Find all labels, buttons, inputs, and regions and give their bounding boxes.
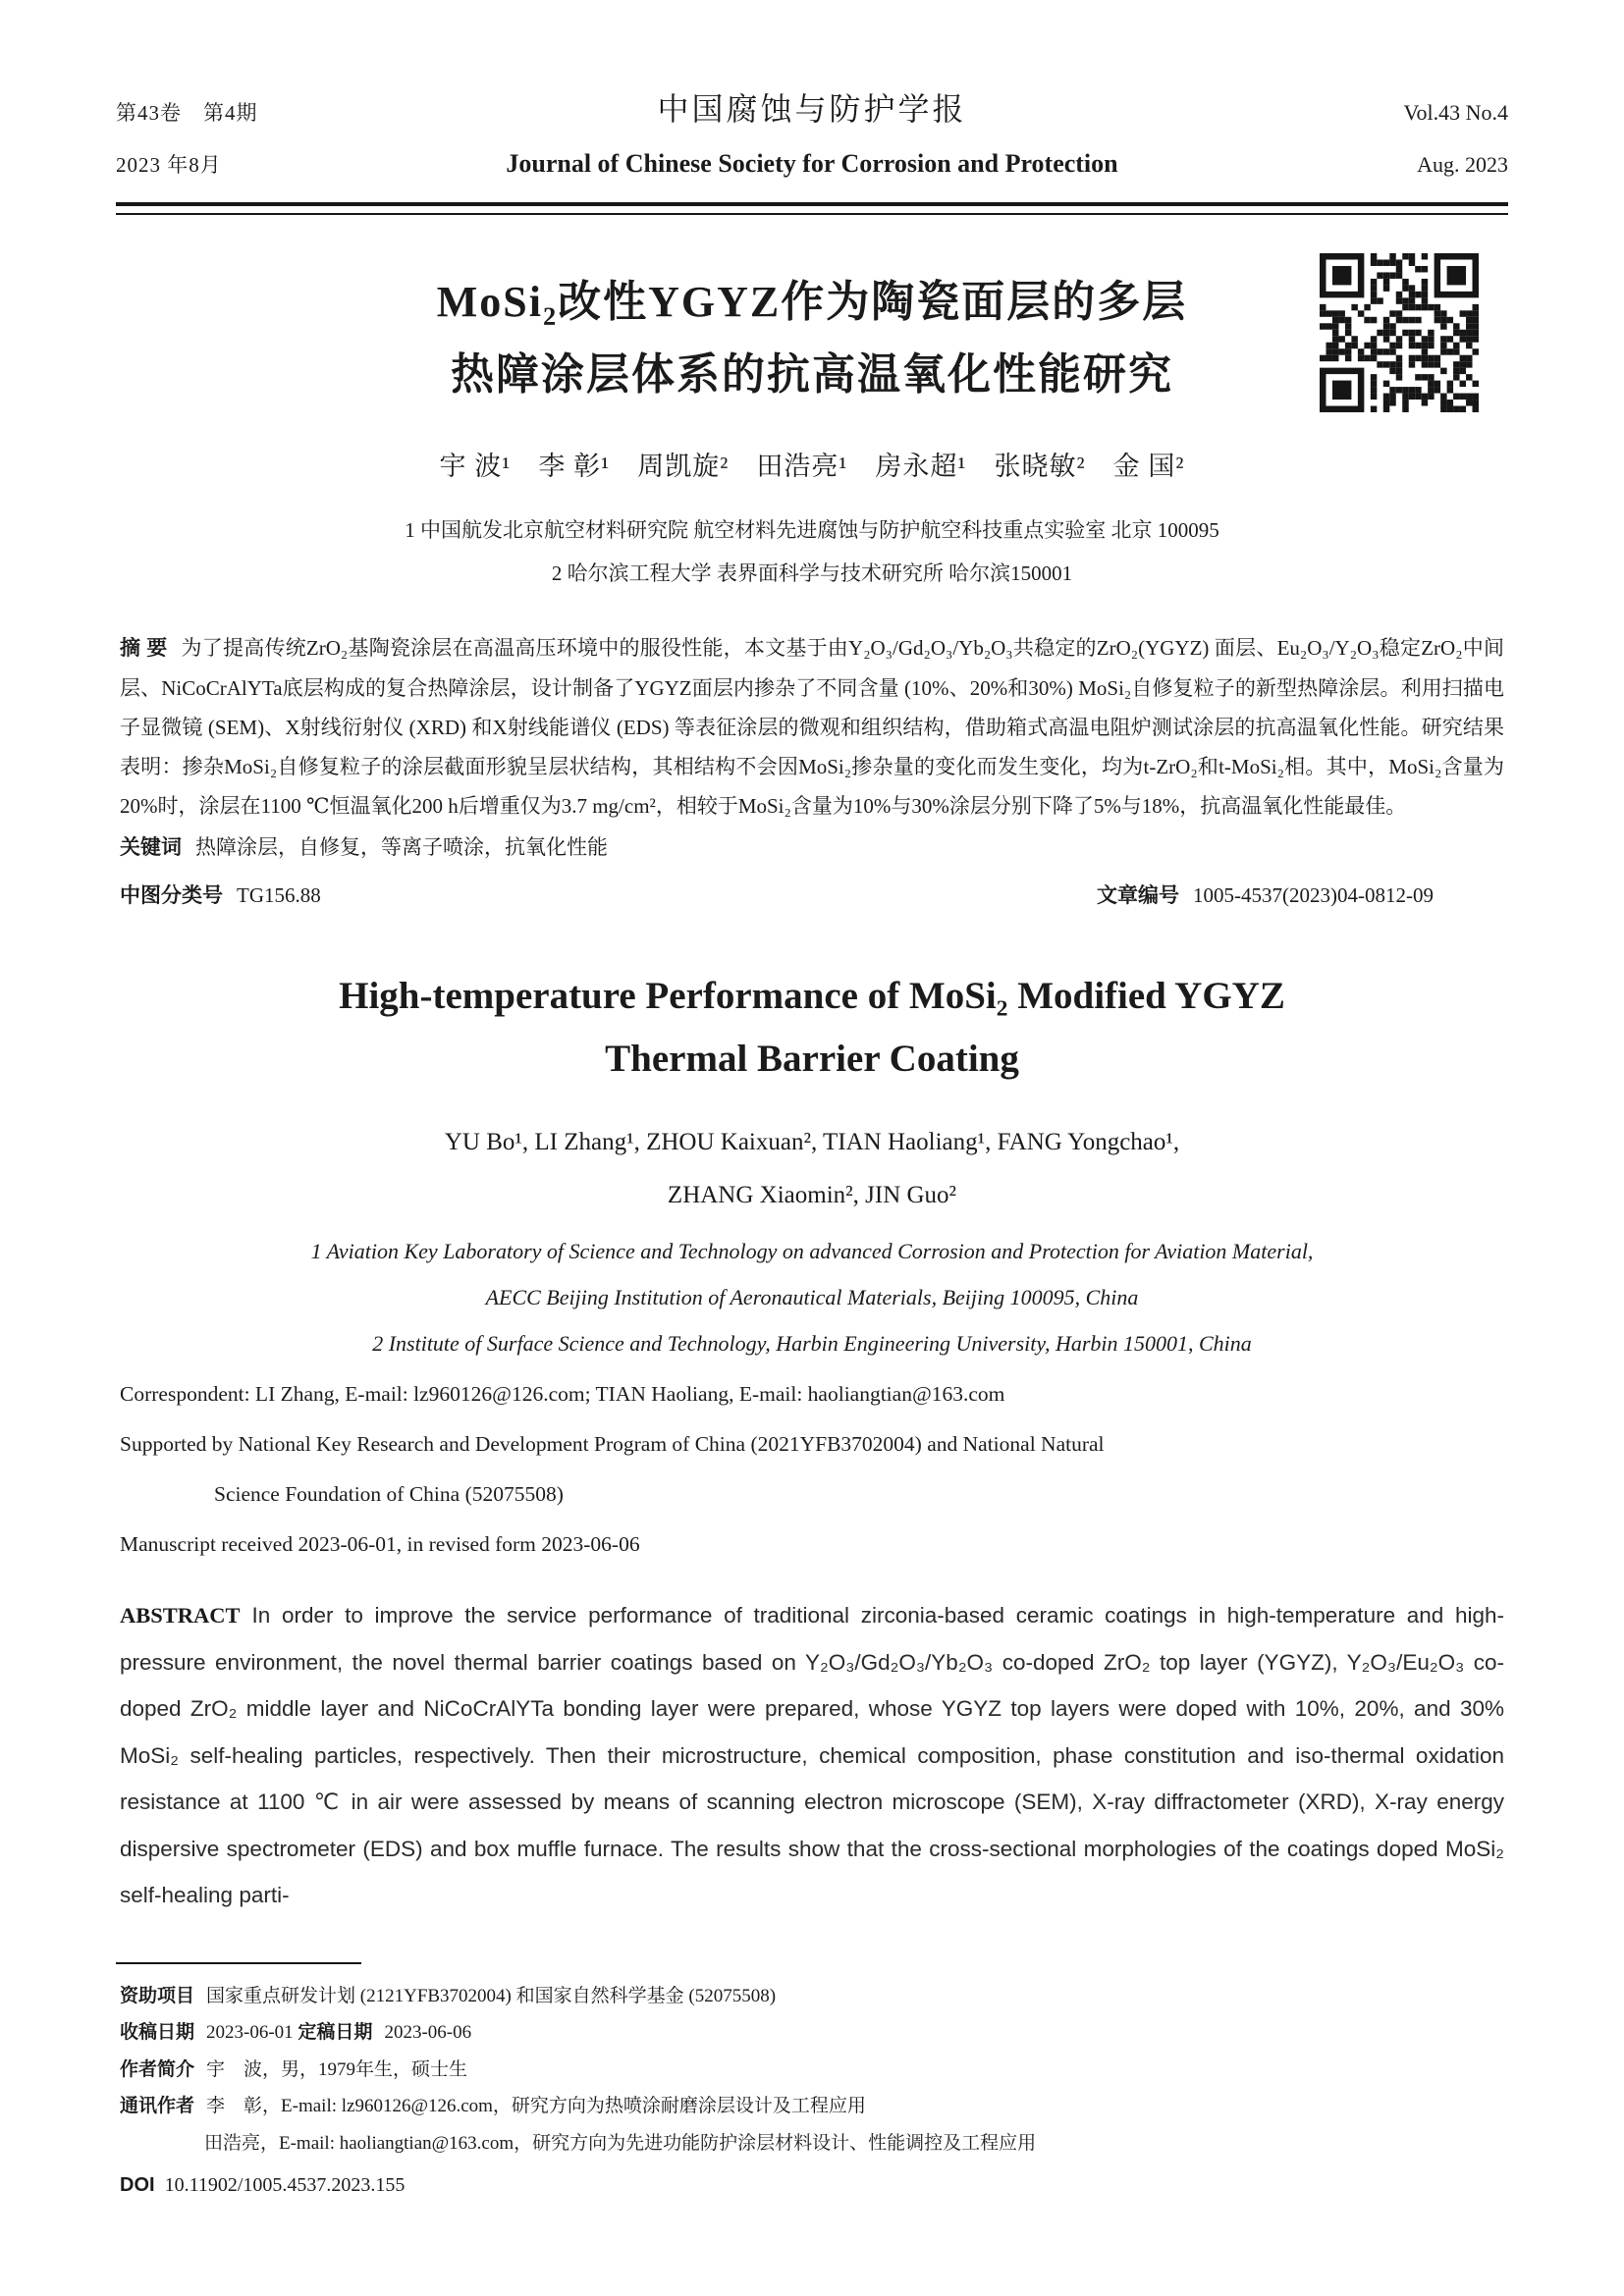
corresponding-line1: 李 彰，E-mail: lz960126@126.com，研究方向为热喷涂耐磨涂层设计及工程应用 xyxy=(206,2096,866,2116)
keywords-text: 热障涂层，自修复，等离子喷涂，抗氧化性能 xyxy=(195,835,608,859)
affiliation-cn-2: 2 哈尔滨工程大学 表界面科学与技术研究所 哈尔滨150001 xyxy=(551,561,1073,585)
issue-date-en: Aug. 2023 xyxy=(1417,152,1508,177)
article-number-group xyxy=(1097,876,1504,916)
abstract-cn-text: 为了提高传统ZrO₂基陶瓷涂层在高温高压环境中的服役性能，本文基于由Y₂O₃/Gd₂O₃/Yb₂O₃共稳定的ZrO₂(YGYZ) 面层、Eu₂O₃/Y₂O₃稳定ZrO₂中间层、NiCoCrAlYTa底层构成的复合热障涂层，设计制备了YGYZ面层内掺杂了不同含量 (10%、20%和30%) MoSi₂自修复粒子的新型热障涂层。利用扫描电子显微镜 (SEM)、X射线衍射仪 (XRD) 和X射线能谱仪 (EDS) 等表征涂层的微观和组织结构，借助箱式高温电阻炉测试涂层的抗高温氧化性能。研究结果表明：掺杂MoSi₂自修复粒子的涂层截面形貌呈层状结构，其相结构不会因MoSi₂掺杂量的变化而发生变化，均为t-ZrO₂和t-MoSi₂相。其中，MoSi₂含量为20%时，涂层在1100 ℃恒温氧化200 h后增重仅为3.7 mg/cm²，相较于MoSi₂含量为10%与30%涂层分别下降了5%与18%，抗高温氧化性能最佳。 xyxy=(120,636,1504,818)
footnote-corresponding-1 xyxy=(120,2088,1504,2125)
header-divider-rule xyxy=(116,202,1508,215)
authors-en-line1: YU Bo¹, LI Zhang¹, ZHOU Kaixuan², TIAN Haoliang¹, FANG Yongchao¹, xyxy=(444,1129,1180,1155)
header-row-2 xyxy=(116,149,1508,179)
clc-value: TG156.88 xyxy=(237,883,321,907)
keywords-row xyxy=(120,828,1504,868)
classification-row xyxy=(120,876,1504,916)
abstract-en xyxy=(120,1592,1504,1919)
article-title-en-line2: Thermal Barrier Coating xyxy=(605,1038,1019,1080)
volume-issue-en: Vol.43 No.4 xyxy=(1403,100,1508,125)
keywords-label: 关键词 xyxy=(120,836,182,859)
supported-line-1: Supported by National Key Research and Development Program of China (2021YFB3702004) and National Natural xyxy=(120,1432,1105,1456)
doi-line xyxy=(120,2165,1504,2205)
bio-text: 宇 波，男，1979年生，硕士生 xyxy=(206,2058,468,2080)
footnote-dates xyxy=(120,2014,1504,2052)
article-title-en-line1: High-temperature Performance of MoSi₂ Modified YGYZ xyxy=(339,975,1285,1017)
authors-en xyxy=(0,1116,1624,1222)
affiliation-en-1b: AECC Beijing Institution of Aeronautical Materials, Beijing 100095, China xyxy=(485,1285,1139,1309)
footnote-bio xyxy=(120,2052,1504,2089)
footnote-fund xyxy=(120,1978,1504,2015)
finalized-label: 定稿日期 xyxy=(298,2022,373,2043)
volume-issue-cn: 第43卷 第4期 xyxy=(116,101,258,125)
article-title-cn-line1: MoSi₂改性YGYZ作为陶瓷面层的多层 xyxy=(436,278,1188,326)
fund-text: 国家重点研发计划 (2121YFB3702004) 和国家自然科学基金 (52075508) xyxy=(206,1985,777,2006)
abstract-en-label: ABSTRACT xyxy=(120,1603,241,1628)
article-title-en xyxy=(0,965,1624,1091)
received-date: 2023-06-01 xyxy=(206,2022,294,2043)
affiliations-cn xyxy=(0,508,1624,595)
journal-title-cn: 中国腐蚀与防护学报 xyxy=(657,91,967,127)
qr-code-icon xyxy=(1320,253,1479,412)
authors-en-line2: ZHANG Xiaomin², JIN Guo² xyxy=(667,1182,957,1208)
journal-title-en: Journal of Chinese Society for Corrosion and Protection xyxy=(506,149,1118,178)
clc-label: 中图分类号 xyxy=(120,884,223,907)
article-number-label: 文章编号 xyxy=(1097,884,1180,907)
doi-label: DOI xyxy=(120,2174,155,2196)
footnote-corresponding-2: 田浩亮，E-mail: haoliangtian@163.com，研究方向为先进功能防护涂层材料设计、性能调控及工程应用 xyxy=(204,2132,1037,2154)
finalized-date: 2023-06-06 xyxy=(384,2022,472,2043)
footnotes xyxy=(120,1978,1504,2163)
affiliations-en xyxy=(0,1228,1624,1366)
abstract-en-text: In order to improve the service performance of traditional zirconia-based ceramic coatings in high-temperature and high-pressure environment, the novel thermal barrier coatings based on Y₂O₃/Gd₂O₃/Yb₂O₃ co-doped ZrO₂ top layer (YGYZ), Y₂O₃/Eu₂O₃ co-doped ZrO₂ middle layer and NiCoCrAlYTa bonding layer were prepared, whose YGYZ top layers were doped with 10%, 20%, and 30% MoSi₂ self-healing particles, respectively. Then their microstructure, chemical composition, phase constitution and iso-thermal oxidation resistance at 1100 ℃ in air were assessed by means of scanning electron microscope (SEM), X-ray diffractometer (XRD), X-ray energy dispersive spectrometer (EDS) and box muffle furnace. The results show that the cross-sectional morphologies of the coatings doped MoSi₂ self-healing parti- xyxy=(120,1603,1504,1907)
affiliation-en-1a: 1 Aviation Key Laboratory of Science and Technology on advanced Corrosion and Protection for Aviation Material, xyxy=(310,1239,1314,1263)
affiliation-en-2: 2 Institute of Surface Science and Technology, Harbin Engineering University, Harbin 150001, China xyxy=(372,1331,1252,1356)
manuscript-line: Manuscript received 2023-06-01, in revised form 2023-06-06 xyxy=(120,1532,640,1556)
footnote-divider xyxy=(116,1962,361,1964)
bio-label: 作者简介 xyxy=(120,2058,195,2080)
article-title-cn-line2: 热障涂层体系的抗高温氧化性能研究 xyxy=(451,350,1173,399)
affiliation-cn-1: 1 中国航发北京航空材料研究院 航空材料先进腐蚀与防护航空科技重点实验室 北京 100095 xyxy=(405,518,1219,542)
article-number-value: 1005-4537(2023)04-0812-09 xyxy=(1193,883,1434,907)
fund-label: 资助项目 xyxy=(120,1985,195,2006)
abstract-cn-label: 摘 要 xyxy=(120,637,168,660)
authors-cn: 宇 波¹ 李 彰¹ 周凯旋² 田浩亮¹ 房永超¹ 张晓敏² 金 国² xyxy=(439,452,1185,481)
corresponding-label: 通讯作者 xyxy=(120,2096,195,2116)
received-label: 收稿日期 xyxy=(120,2022,195,2043)
issue-date-cn: 2023 年8月 xyxy=(116,153,222,177)
supported-line-2: Science Foundation of China (52075508) xyxy=(214,1482,564,1506)
correspondent-line: Correspondent: LI Zhang, E-mail: lz960126@126.com; TIAN Haoliang, E-mail: haoliangtian@163.com xyxy=(120,1382,1005,1406)
doi-value: 10.11902/1005.4537.2023.155 xyxy=(164,2174,406,2196)
abstract-cn xyxy=(120,628,1504,826)
journal-header xyxy=(116,0,1508,179)
header-row-1 xyxy=(116,84,1508,130)
clc-group xyxy=(120,876,321,916)
